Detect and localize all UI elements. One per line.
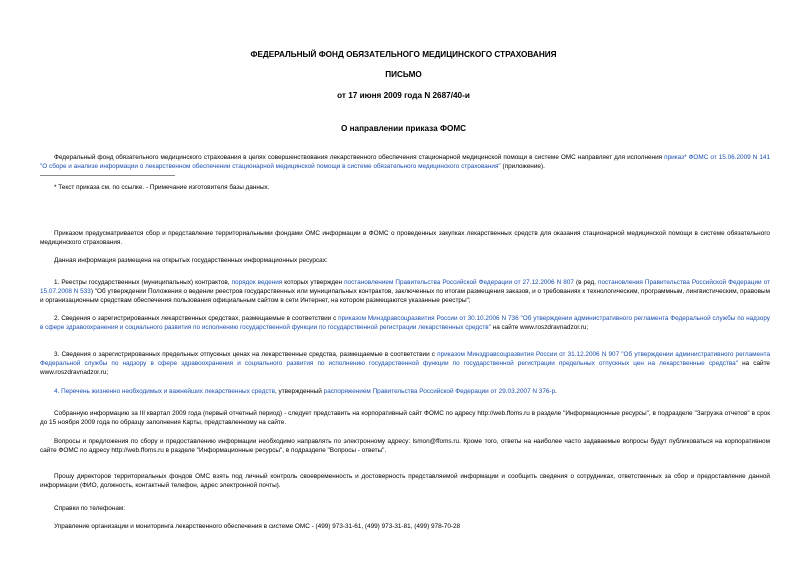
decree-376-link[interactable]: распоряжением Правительства Российской Федерации от 29.03.2007 N 376-р <box>323 388 556 395</box>
item-text: которых утвержден <box>282 279 345 286</box>
document-org-title: ФЕДЕРАЛЬНЫЙ ФОНД ОБЯЗАТЕЛЬНОГО МЕДИЦИНСКОГО СТРАХОВАНИЯ <box>250 50 557 59</box>
paragraph-submission: Собранную информацию за III квартал 2009 года (первый отчетный период) - следует представить на корпоративный сайт ФОМС по адресу http://web.ffoms.ru в разделе "Информационные ресурсы", в подразделе "Загрузка отчетов" в срок до 15 ноября 2009 года по образцу заполнения Карты, представленному на сайте. <box>40 410 770 427</box>
paragraph-text: (приложение). <box>500 163 545 171</box>
order-link[interactable]: приказ* ФОМС от 15.06.2009 N 141 "О сборе и анализе информации о лекарственном обеспечении стационарной медицинской помощи в системе обязательного медицинского страхования" <box>40 154 770 171</box>
paragraph-directors: Прошу директоров территориальных фондов ОМС взять под личный контроль своевременность и достоверность представляемой информации и сообщить сведения о сотрудниках, ответственных за сбор и предоставление данной информации (ФИО, должность, контактный телефон, адрес электронной почты). <box>40 473 770 490</box>
item-text: 3. Сведения о зарегистрированных предельных отпускных ценах на лекарственные средства, размещаемые в соответствии с <box>54 351 438 358</box>
paragraph-text: Федеральный фонд обязательного медицинского страхования в целях совершенствования лекарственного обеспечения стационарной медицинской помощи в системе ОМС направляет для исполнения <box>54 154 665 161</box>
list-item-registered-drugs <box>40 314 770 332</box>
paragraph-intro <box>40 153 770 171</box>
paragraph-phones-heading: Справки по телефонам: <box>54 505 126 512</box>
document-date-number: от 17 июня 2009 года N 2687/40-и <box>337 91 470 100</box>
essential-drugs-list-link[interactable]: 4. Перечень жизненно необходимых и важнейших лекарственных средств <box>54 388 275 395</box>
procedure-link[interactable]: порядок ведения <box>231 279 283 286</box>
item-text: (в ред. <box>573 279 599 286</box>
item-text: 1. Реестры государственных (муниципальных) контрактов, <box>54 279 232 286</box>
footnote: * Текст приказа см. по ссылке. - Примечание изготовителя базы данных. <box>54 184 270 191</box>
item-text: , утвержденный <box>274 388 324 395</box>
order-736-link[interactable]: приказом Минздравсоцразвития России от 30.10.2006 N 736 "Об утверждении административного регламента Федеральной службы по надзору в сфере здравоохранения и социального развития по исполнению государственной функции по государственной регистрации лекарственных средств" <box>40 315 770 332</box>
resolution-533-link[interactable]: постановления Правительства Российской Федерации от 15.07.2008 N 533 <box>40 279 770 296</box>
paragraph-phones: Управление организации и мониторинга лекарственного обеспечения в системе ОМС - (499) 973-31-61, (499) 973-31-81, (499) 978-70-28 <box>54 523 461 530</box>
resolution-807-link[interactable]: постановлением Правительства Российской Федерации от 27.12.2006 N 807 <box>344 279 574 286</box>
list-item-price-limits <box>40 350 770 378</box>
order-907-link[interactable]: приказом Минздравсоцразвития России от 31.12.2006 N 907 "Об утверждении административного регламента Федеральной службы по надзору в сфере здравоохранения и социального развития по исполнению государственной функции по государственной регистрации предельных отпускных цен на лекарственные средства" <box>40 351 771 368</box>
document-type: ПИСЬМО <box>385 70 422 79</box>
footnote-separator <box>40 175 175 176</box>
item-text: . <box>555 388 557 395</box>
paragraph-questions: Вопросы и предложения по сбору и предоставлению информации необходимо направлять по электронному адресу: lsmon@ffoms.ru. Кроме того, ответы на наиболее часто задаваемые вопросы будут публиковаться на корпоративном сайте ФОМС по адресу http://web.ffoms.ru в разделе "Информационные ресурсы", в подразделе "Вопросы - ответы". <box>40 438 770 455</box>
paragraph-resources-intro: Данная информация размещена на открытых государственных информационных ресурсах: <box>54 257 328 264</box>
item-text: 2. Сведения о зарегистрированных лекарственных средствах, размещаемые в соответствии с <box>54 315 339 322</box>
list-item-registries <box>40 278 770 306</box>
paragraph-purpose: Приказом предусматривается сбор и представление территориальными фондами ОМС информации в ФОМС о проведенных закупках лекарственных средств для оказания стационарной медицинской помощи в системе обязательного медицинского страхования. <box>40 230 770 247</box>
item-text: на сайте www.roszdravnadzor.ru; <box>40 360 770 377</box>
document-subject: О направлении приказа ФОМС <box>340 124 467 133</box>
list-item-essential-drugs <box>40 387 770 396</box>
item-text: ) "Об утверждении Положения о ведении реестров государственных или муниципальных контрактов, заключенных по итогам размещения заказов, и о требованиях к технологическим, программным, лингвистическим, правовым и организационным средствам обеспечения пользования официальным сайтом в сети Интернет, на котором размещаются указанные реестры"; <box>40 288 770 305</box>
item-text: на сайте www.roszdravnadzor.ru; <box>490 324 589 332</box>
